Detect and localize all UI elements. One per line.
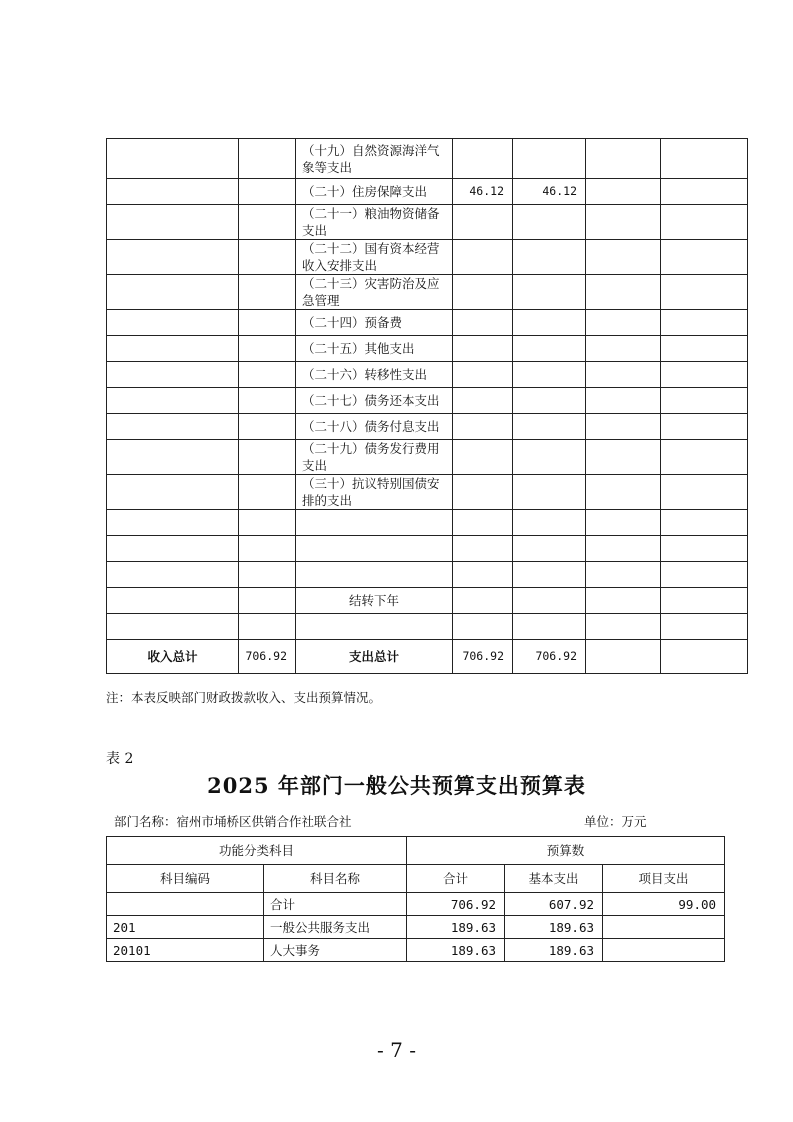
expense-total-cell [453, 414, 513, 440]
expense-other-cell [661, 614, 748, 640]
page-number: - 7 - [377, 1038, 416, 1062]
table2-title: 2025 年部门一般公共预算支出预算表 [207, 773, 586, 798]
header-subject-name: 科目名称 [264, 865, 407, 893]
expense-fund-budget-cell [586, 388, 661, 414]
income-item-cell [107, 562, 239, 588]
expense-total-general-value: 706.92 [513, 640, 586, 674]
income-item-cell [107, 310, 239, 336]
income-expense-table-body [107, 139, 748, 674]
expense-item-cell: （三十）抗议特别国债安排的支出 [296, 475, 453, 510]
expense-general-budget-cell [513, 588, 586, 614]
general-public-budget-body [107, 893, 725, 962]
project-expense-cell [603, 939, 725, 962]
expense-general-budget-cell [513, 536, 586, 562]
expense-total-cell [453, 205, 513, 240]
expense-other-cell [661, 536, 748, 562]
income-amount-cell [239, 614, 296, 640]
expense-total-cell [453, 310, 513, 336]
income-amount-cell [239, 179, 296, 205]
expense-item-cell: （十九）自然资源海洋气象等支出 [296, 139, 453, 179]
project-expense-cell: 99.00 [603, 893, 725, 916]
expense-total-cell [453, 536, 513, 562]
subject-code-cell [107, 893, 264, 916]
expense-fund-budget-cell [586, 536, 661, 562]
income-item-cell [107, 205, 239, 240]
expense-fund-budget-cell [586, 414, 661, 440]
expense-other-cell [661, 139, 748, 179]
expense-general-budget-cell [513, 362, 586, 388]
table-row [107, 939, 725, 962]
expense-total-fund-value [586, 640, 661, 674]
expense-other-cell [661, 588, 748, 614]
expense-item-cell: （二十四）预备费 [296, 310, 453, 336]
income-item-cell [107, 510, 239, 536]
table-row [107, 179, 748, 205]
expense-total-cell [453, 336, 513, 362]
table-row [107, 536, 748, 562]
expense-fund-budget-cell [586, 336, 661, 362]
income-amount-cell [239, 362, 296, 388]
expense-item-cell [296, 510, 453, 536]
expense-other-cell [661, 440, 748, 475]
expense-fund-budget-cell [586, 614, 661, 640]
expense-general-budget-cell [513, 240, 586, 275]
expense-general-budget-cell [513, 275, 586, 310]
expense-other-cell [661, 388, 748, 414]
income-amount-cell [239, 310, 296, 336]
expense-total-cell [453, 562, 513, 588]
table-header-row [107, 837, 725, 865]
income-item-cell [107, 240, 239, 275]
income-item-cell [107, 475, 239, 510]
expense-total-cell [453, 440, 513, 475]
expense-general-budget-cell [513, 205, 586, 240]
total-row [107, 640, 748, 674]
expense-total-cell [453, 475, 513, 510]
header-project-expense: 项目支出 [603, 865, 725, 893]
subject-name-cell: 一般公共服务支出 [264, 916, 407, 939]
expense-other-cell [661, 240, 748, 275]
expense-general-budget-cell [513, 475, 586, 510]
table-row [107, 475, 748, 510]
table-row [107, 562, 748, 588]
expense-other-cell [661, 275, 748, 310]
income-amount-cell [239, 510, 296, 536]
income-amount-cell [239, 440, 296, 475]
header-subject-code: 科目编码 [107, 865, 264, 893]
expense-total-cell [453, 388, 513, 414]
expense-fund-budget-cell [586, 179, 661, 205]
expense-total-cell [453, 614, 513, 640]
expense-item-cell: （二十五）其他支出 [296, 336, 453, 362]
expense-item-cell: （二十九）债务发行费用支出 [296, 440, 453, 475]
expense-fund-budget-cell [586, 588, 661, 614]
expense-item-cell: （二十八）债务付息支出 [296, 414, 453, 440]
header-functional-category: 功能分类科目 [107, 837, 407, 865]
expense-general-budget-cell [513, 310, 586, 336]
expense-general-budget-cell [513, 510, 586, 536]
income-item-cell [107, 275, 239, 310]
expense-total-cell [453, 240, 513, 275]
table-note: 注：本表反映部门财政拨款收入、支出预算情况。 [106, 690, 382, 705]
expense-fund-budget-cell [586, 205, 661, 240]
expense-general-budget-cell: 46.12 [513, 179, 586, 205]
table-row [107, 205, 748, 240]
expense-total-cell [453, 275, 513, 310]
expense-fund-budget-cell [586, 310, 661, 336]
income-item-cell [107, 388, 239, 414]
income-amount-cell [239, 240, 296, 275]
expense-total-cell [453, 588, 513, 614]
table-row [107, 139, 748, 179]
income-amount-cell [239, 475, 296, 510]
table-row [107, 310, 748, 336]
expense-general-budget-cell [513, 388, 586, 414]
income-item-cell [107, 440, 239, 475]
income-amount-cell [239, 562, 296, 588]
table-row [107, 362, 748, 388]
expense-fund-budget-cell [586, 440, 661, 475]
income-amount-cell [239, 588, 296, 614]
table2-label: 表 2 [106, 751, 134, 767]
expense-total-label: 支出总计 [296, 640, 453, 674]
expense-fund-budget-cell [586, 139, 661, 179]
total-cell: 706.92 [407, 893, 505, 916]
expense-total-cell: 46.12 [453, 179, 513, 205]
header-budget-amount: 预算数 [407, 837, 725, 865]
expense-general-budget-cell [513, 614, 586, 640]
expense-total-cell [453, 510, 513, 536]
expense-item-cell [296, 562, 453, 588]
expense-other-cell [661, 414, 748, 440]
project-expense-cell [603, 916, 725, 939]
table-row [107, 275, 748, 310]
income-expense-table [106, 138, 748, 674]
income-amount-cell [239, 414, 296, 440]
expense-other-cell [661, 510, 748, 536]
expense-other-cell [661, 362, 748, 388]
expense-total-other-value [661, 640, 748, 674]
expense-item-cell: （二十二）国有资本经营收入安排支出 [296, 240, 453, 275]
expense-item-cell: （二十六）转移性支出 [296, 362, 453, 388]
income-amount-cell [239, 139, 296, 179]
table-row [107, 414, 748, 440]
table-row [107, 588, 748, 614]
expense-other-cell [661, 310, 748, 336]
income-amount-cell [239, 336, 296, 362]
expense-item-cell: （二十三）灾害防治及应急管理 [296, 275, 453, 310]
table-row [107, 336, 748, 362]
table-row [107, 916, 725, 939]
expense-fund-budget-cell [586, 362, 661, 388]
subject-code-cell: 20101 [107, 939, 264, 962]
expense-fund-budget-cell [586, 562, 661, 588]
table-row [107, 893, 725, 916]
subject-name-cell: 人大事务 [264, 939, 407, 962]
income-total-value: 706.92 [239, 640, 296, 674]
expense-other-cell [661, 179, 748, 205]
income-amount-cell [239, 388, 296, 414]
expense-fund-budget-cell [586, 475, 661, 510]
expense-general-budget-cell [513, 336, 586, 362]
expense-total-cell [453, 362, 513, 388]
expense-item-cell: （二十）住房保障支出 [296, 179, 453, 205]
expense-item-cell [296, 614, 453, 640]
expense-item-cell: （二十一）粮油物资储备支出 [296, 205, 453, 240]
expense-fund-budget-cell [586, 275, 661, 310]
expense-other-cell [661, 475, 748, 510]
expense-fund-budget-cell [586, 510, 661, 536]
general-public-budget-table [106, 836, 725, 962]
subject-name-cell: 合计 [264, 893, 407, 916]
table-header-row [107, 865, 725, 893]
total-cell: 189.63 [407, 939, 505, 962]
expense-other-cell [661, 562, 748, 588]
unit-label: 单位：万元 [584, 814, 647, 829]
expense-general-budget-cell [513, 440, 586, 475]
expense-total-value: 706.92 [453, 640, 513, 674]
basic-expense-cell: 189.63 [505, 916, 603, 939]
expense-total-cell [453, 139, 513, 179]
expense-other-cell [661, 336, 748, 362]
income-item-cell [107, 536, 239, 562]
expense-general-budget-cell [513, 562, 586, 588]
header-basic-expense: 基本支出 [505, 865, 603, 893]
table-row [107, 440, 748, 475]
basic-expense-cell: 607.92 [505, 893, 603, 916]
expense-other-cell [661, 205, 748, 240]
income-amount-cell [239, 275, 296, 310]
expense-fund-budget-cell [586, 240, 661, 275]
table-row [107, 240, 748, 275]
expense-item-cell [296, 536, 453, 562]
expense-general-budget-cell [513, 139, 586, 179]
income-item-cell [107, 362, 239, 388]
basic-expense-cell: 189.63 [505, 939, 603, 962]
income-amount-cell [239, 205, 296, 240]
income-item-cell [107, 588, 239, 614]
income-item-cell [107, 614, 239, 640]
department-name: 部门名称：宿州市埇桥区供销合作社联合社 [114, 814, 352, 829]
total-cell: 189.63 [407, 916, 505, 939]
expense-item-cell: 结转下年 [296, 588, 453, 614]
subject-code-cell: 201 [107, 916, 264, 939]
expense-item-cell: （二十七）债务还本支出 [296, 388, 453, 414]
income-total-label: 收入总计 [107, 640, 239, 674]
income-item-cell [107, 414, 239, 440]
income-item-cell [107, 139, 239, 179]
table-row [107, 510, 748, 536]
expense-general-budget-cell [513, 414, 586, 440]
income-item-cell [107, 179, 239, 205]
table-row [107, 388, 748, 414]
income-amount-cell [239, 536, 296, 562]
table-row [107, 614, 748, 640]
header-total: 合计 [407, 865, 505, 893]
income-item-cell [107, 336, 239, 362]
